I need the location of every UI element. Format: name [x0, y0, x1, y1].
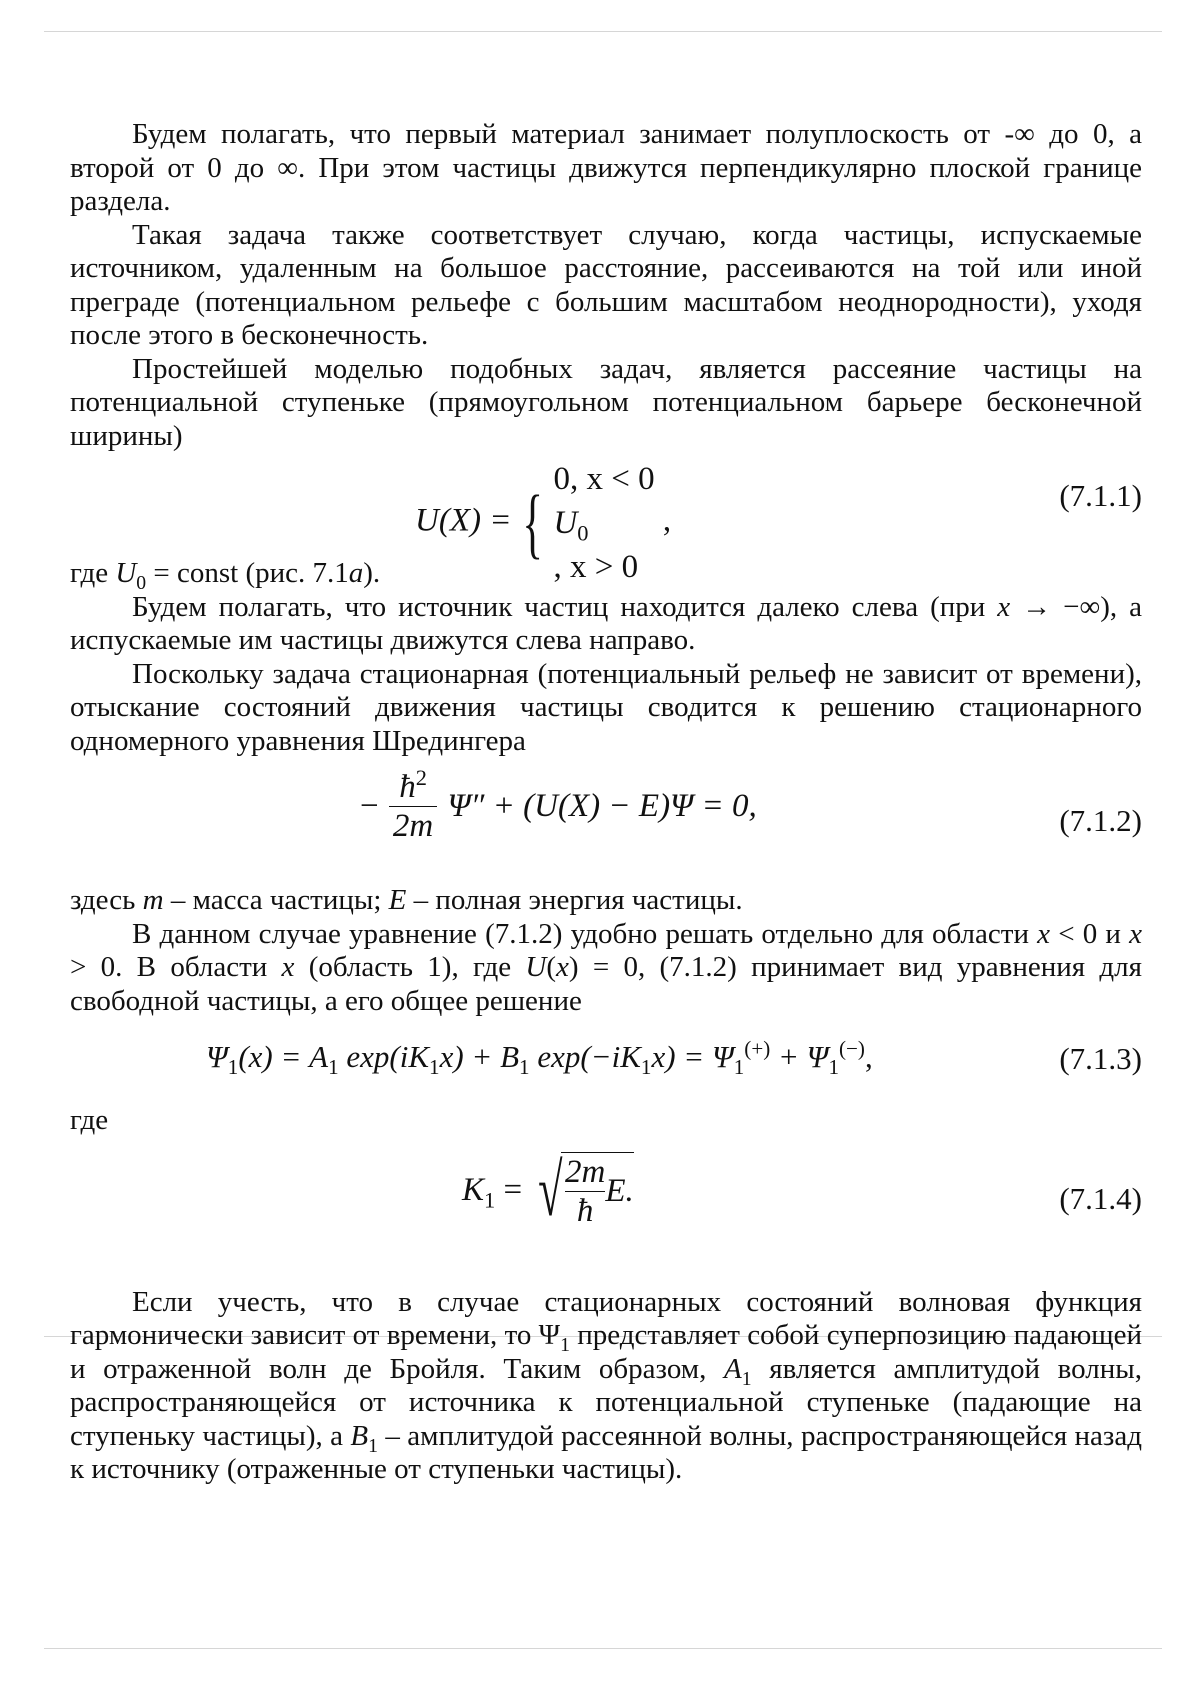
eq2-rest: Ψ″ + (U(X) − E)Ψ = 0, [447, 787, 757, 824]
equation-7-1-3: $\Psi_1(x) = A_1$ $\exp(iK_1x) + B_1$ $\exp(-iK_1x) = \Psi_1^{(+)} + \Psi_1^{(-)}$, (7.1.3) [206, 1036, 1142, 1080]
bottom-rule [44, 1648, 1162, 1649]
eq1-case-1: 0, x < 0 [553, 461, 655, 497]
equation-7-1-2 [70, 764, 1142, 882]
paragraph-2: Такая задача также соответствует случаю, когда частицы, испускаемые источником, удаленным на большое расстояние, рассеиваются на той или иной преграде (потенциальном рельефе с большим масштабом неоднородности), уходя после этого в бесконечность. [70, 218, 1142, 351]
equation-number-7-1-3: (7.1.3) [1059, 1041, 1142, 1076]
paragraph-6: Поскольку задача стационарная (потенциальный рельеф не зависит от времени), отыскание состояний движения частицы сводится к решению стационарного одномерного уравнения Шредингера [70, 657, 1142, 757]
paragraph-1: Будем полагать, что первый материал занимает полуплоскость от -∞ до 0, а второй от 0 до ∞. При этом частицы движутся перпендикулярно плоской границе раздела. [70, 118, 1142, 217]
eq2-fraction: $\frac{ħ^2}{2m}$ [389, 768, 437, 845]
top-rule [44, 31, 1162, 32]
paragraph-7: здесь m – масса частицы; E – полная энергия частицы. [70, 884, 743, 916]
eq2-minus: − [360, 787, 379, 824]
equation-number-7-1-1: (7.1.1) [1059, 478, 1142, 513]
paragraph-4: где $U_0$ = const (рис. 7.1a). [70, 557, 381, 594]
paragraph-5: Будем полагать, что источник частиц находится далеко слева (при x → −∞), а испускаемые им частицы движутся слева направо. [70, 590, 1142, 656]
eq1-cases [553, 457, 654, 589]
equation-number-7-1-2: (7.1.2) [1059, 803, 1142, 838]
equation-7-1-4: $K_1$ = √ $\frac{2m}{ħ}$ E. (7.1.4) [462, 1149, 1142, 1232]
eq1-tail: , [662, 502, 672, 539]
page-text [70, 118, 1142, 1487]
paragraph-9: где [70, 1104, 109, 1136]
paragraph-10: Если учесть, что в случае стационарных состояний волновая функция гармонически зависит от времени, то $\Psi_1$ представляет собой суперпозицию падающей и отраженной волн де Бройля. Таким образом, $A_1$ является амплитудой волны, распространяющейся от источника к потенциальной ступеньке (падающие на ступеньку частицы), а $B_1$ – амплитудой рассеянной волны, распространяющейся назад к источнику (отраженные от ступеньки частицы). [70, 1285, 1143, 1485]
eq1-brace: { [522, 479, 543, 566]
eq1-case-2: $U_0$ , x > 0 [553, 505, 639, 585]
equation-number-7-1-4: (7.1.4) [1059, 1180, 1142, 1216]
eq4-sqrt: √ $\frac{2m}{ħ}$ E. [538, 1149, 634, 1232]
paragraph-8: В данном случае уравнение (7.1.2) удобно решать отдельно для области x < 0 и x > 0. В области x (область 1), где U(x) = 0, (7.1.2) принимает вид уравнения для свободной частицы, а его общее решение [70, 917, 1143, 1017]
paragraph-3: Простейшей моделью подобных задач, является рассеяние частицы на потенциальной ступеньке (прямоугольном потенциальном барьере бесконечной ширины) [70, 352, 1142, 452]
eq1-lhs: U(X) = [415, 502, 512, 539]
